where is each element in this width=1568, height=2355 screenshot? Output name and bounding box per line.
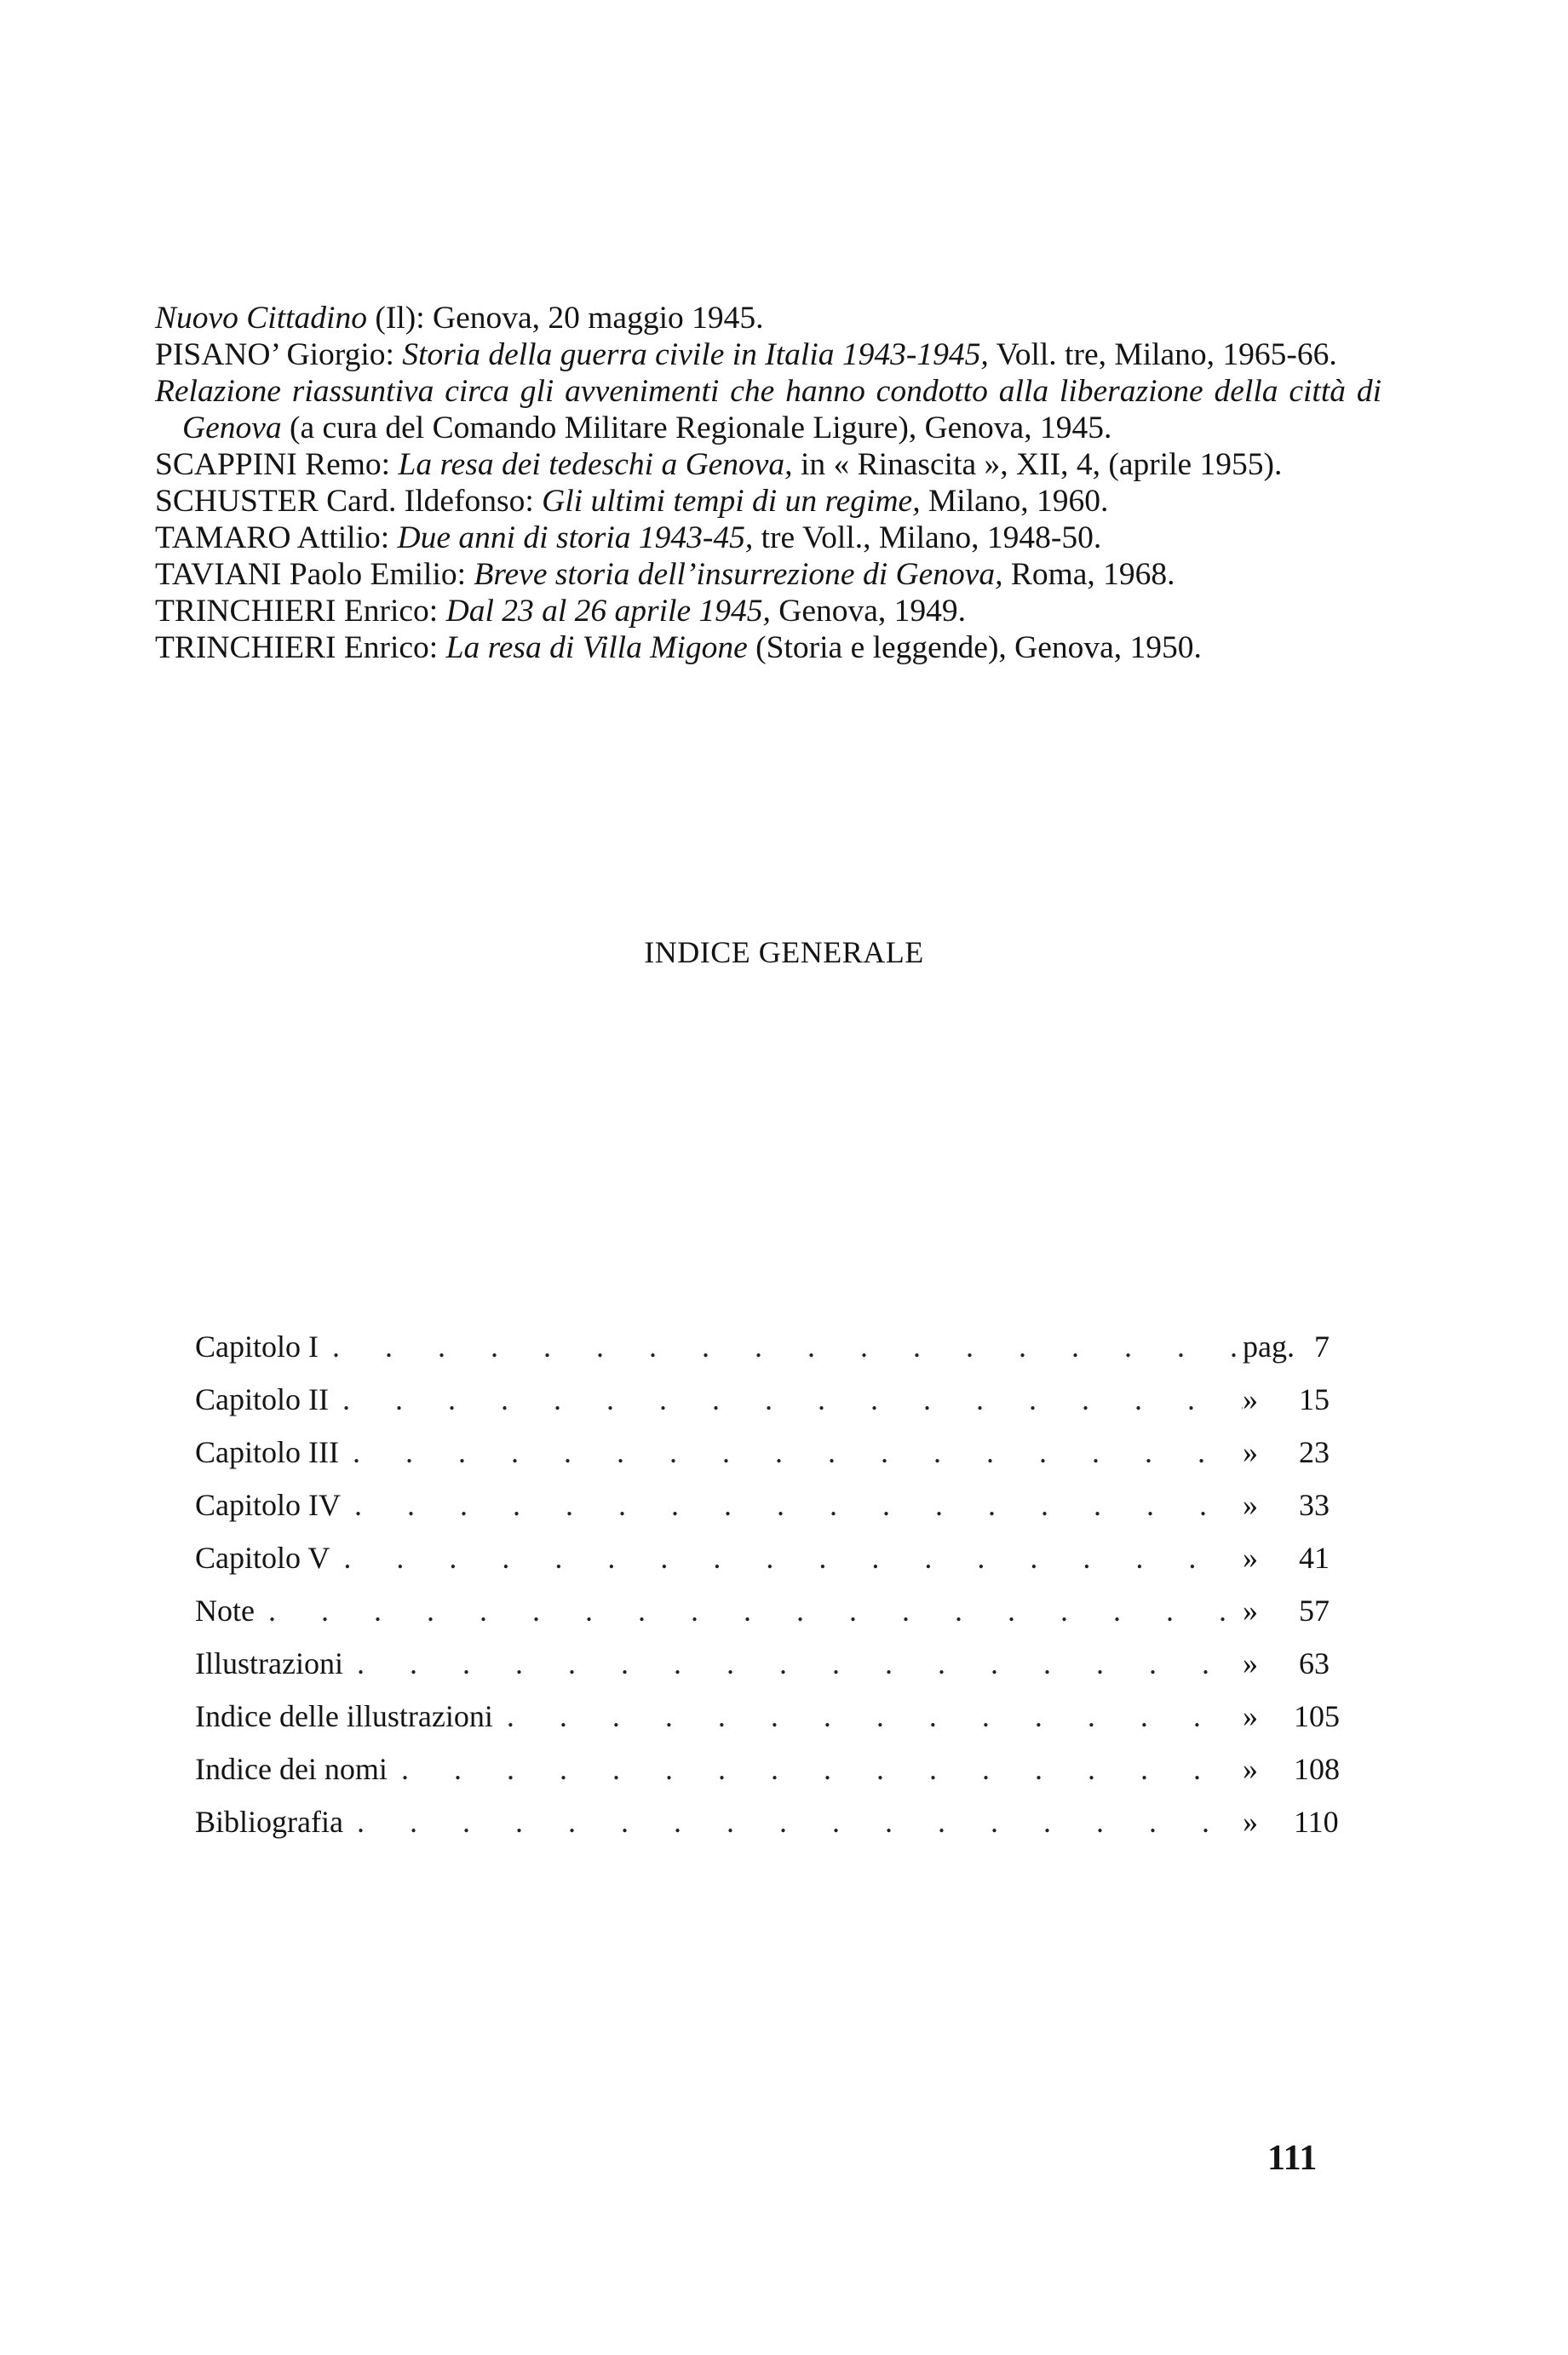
entry-author: TAVIANI Paolo Emilio: — [155, 557, 474, 592]
entry-title: Gli ultimi tempi di un regime, — [542, 484, 921, 519]
toc-row — [195, 1329, 1330, 1381]
toc-page-mark: » — [1243, 1805, 1258, 1839]
toc-dot-leader — [343, 1646, 1243, 1681]
entry-details: (Storia e leggende), Genova, 1950. — [747, 630, 1202, 665]
toc-page-mark: » — [1243, 1435, 1258, 1469]
bibliography-list — [155, 300, 1381, 666]
toc-page-mark: » — [1243, 1752, 1258, 1786]
index-title: INDICE GENERALE — [644, 935, 924, 969]
entry-title: La resa di Villa Migone — [445, 630, 748, 665]
entry-author: TRINCHIERI Enrico: — [155, 594, 446, 629]
toc-row — [195, 1698, 1340, 1751]
toc-page-number: 105 — [1294, 1699, 1340, 1733]
toc-page-number: 15 — [1299, 1382, 1330, 1416]
toc-row — [195, 1381, 1330, 1434]
bibliography-entry — [155, 373, 1381, 446]
toc-dot-leader — [343, 1804, 1243, 1840]
entry-details: Genova, 1949. — [770, 594, 966, 629]
entry-title: Storia della guerra civile in Italia 1943-1945, — [402, 337, 989, 372]
toc-label: Capitolo IV — [195, 1488, 341, 1522]
bibliography-entry — [155, 520, 1381, 556]
toc-dot-leader — [388, 1751, 1243, 1787]
toc-page-number: 23 — [1299, 1435, 1330, 1469]
toc-dot-leader — [339, 1434, 1243, 1470]
entry-details: tre Voll., Milano, 1948-50. — [753, 520, 1102, 555]
toc-label: Capitolo III — [195, 1435, 339, 1469]
entry-author: PISANO’ Giorgio: — [155, 337, 403, 372]
toc-dot-leader — [341, 1487, 1243, 1523]
toc-page-mark: » — [1243, 1594, 1258, 1628]
toc-page-mark: » — [1243, 1382, 1258, 1416]
toc-page-number: 57 — [1299, 1594, 1330, 1628]
toc-row — [195, 1751, 1340, 1804]
entry-details: Roma, 1968. — [1002, 557, 1175, 592]
toc-page-mark: » — [1243, 1488, 1258, 1522]
entry-author: SCHUSTER Card. Ildefonso: — [155, 484, 543, 519]
toc-label: Indice delle illustrazioni — [195, 1699, 493, 1733]
entry-title: La resa dei tedeschi a Genova, — [398, 447, 793, 482]
bibliography-entry — [155, 336, 1381, 373]
toc-dot-leader — [493, 1698, 1243, 1734]
entry-details: in « Rinascita », XII, 4, (aprile 1955). — [792, 447, 1283, 482]
entry-details: Voll. tre, Milano, 1965-66. — [988, 337, 1337, 372]
toc-page-number: 33 — [1299, 1488, 1330, 1522]
toc-dot-leader — [319, 1329, 1243, 1364]
bibliography-entry — [155, 593, 1381, 629]
toc-dot-leader — [330, 1540, 1243, 1576]
toc-page-number: 110 — [1294, 1805, 1339, 1839]
toc-page-mark: » — [1243, 1541, 1258, 1575]
toc-label: Bibliografia — [195, 1805, 343, 1839]
bibliography-entry — [155, 556, 1381, 593]
toc-label: Illustrazioni — [195, 1646, 343, 1680]
entry-details: (a cura del Comando Militare Regionale Ligure), Genova, 1945. — [281, 411, 1112, 445]
entry-details: (Il): Genova, 20 maggio 1945. — [366, 301, 764, 336]
toc-label: Capitolo I — [195, 1330, 319, 1364]
entry-author: TRINCHIERI Enrico: — [155, 630, 446, 665]
toc-label: Capitolo V — [195, 1541, 330, 1575]
toc-label: Note — [195, 1594, 255, 1628]
toc-page-number: 7 — [1314, 1330, 1330, 1364]
bibliography-entry — [155, 483, 1381, 520]
toc-page-mark: pag. — [1243, 1330, 1295, 1364]
entry-title: Dal 23 al 26 aprile 1945, — [445, 594, 771, 629]
toc-dot-leader — [255, 1593, 1243, 1628]
bibliography-entry — [155, 629, 1381, 666]
entry-title: Breve storia dell’insurrezione di Genova, — [474, 557, 1003, 592]
entry-title: Relazione riassuntiva circa gli avvenimenti che hanno condotto alla liberazione della città di Genova — [155, 374, 1381, 445]
entry-details: Milano, 1960. — [920, 484, 1109, 519]
entry-title: Nuovo Cittadino — [155, 301, 367, 336]
bibliography-entry — [155, 300, 1381, 336]
toc-page-number: 63 — [1299, 1646, 1330, 1680]
toc-label: Indice dei nomi — [195, 1752, 388, 1786]
toc-page-number: 108 — [1294, 1752, 1340, 1786]
page-number: 111 — [1267, 2139, 1318, 2178]
toc-row — [195, 1646, 1330, 1698]
toc-row — [195, 1487, 1330, 1540]
toc-dot-leader — [329, 1381, 1243, 1417]
toc-label: Capitolo II — [195, 1382, 329, 1416]
toc-row — [195, 1540, 1330, 1593]
bibliography-entry — [155, 446, 1381, 483]
entry-author: SCAPPINI Remo: — [155, 447, 399, 482]
toc-row — [195, 1434, 1330, 1487]
table-of-contents — [195, 1329, 1340, 1857]
toc-page-mark: » — [1243, 1646, 1258, 1680]
entry-author: TAMARO Attilio: — [155, 520, 398, 555]
toc-row — [195, 1593, 1330, 1646]
toc-page-mark: » — [1243, 1699, 1258, 1733]
entry-title: Due anni di storia 1943-45, — [397, 520, 754, 555]
toc-row — [195, 1804, 1339, 1857]
toc-page-number: 41 — [1299, 1541, 1330, 1575]
